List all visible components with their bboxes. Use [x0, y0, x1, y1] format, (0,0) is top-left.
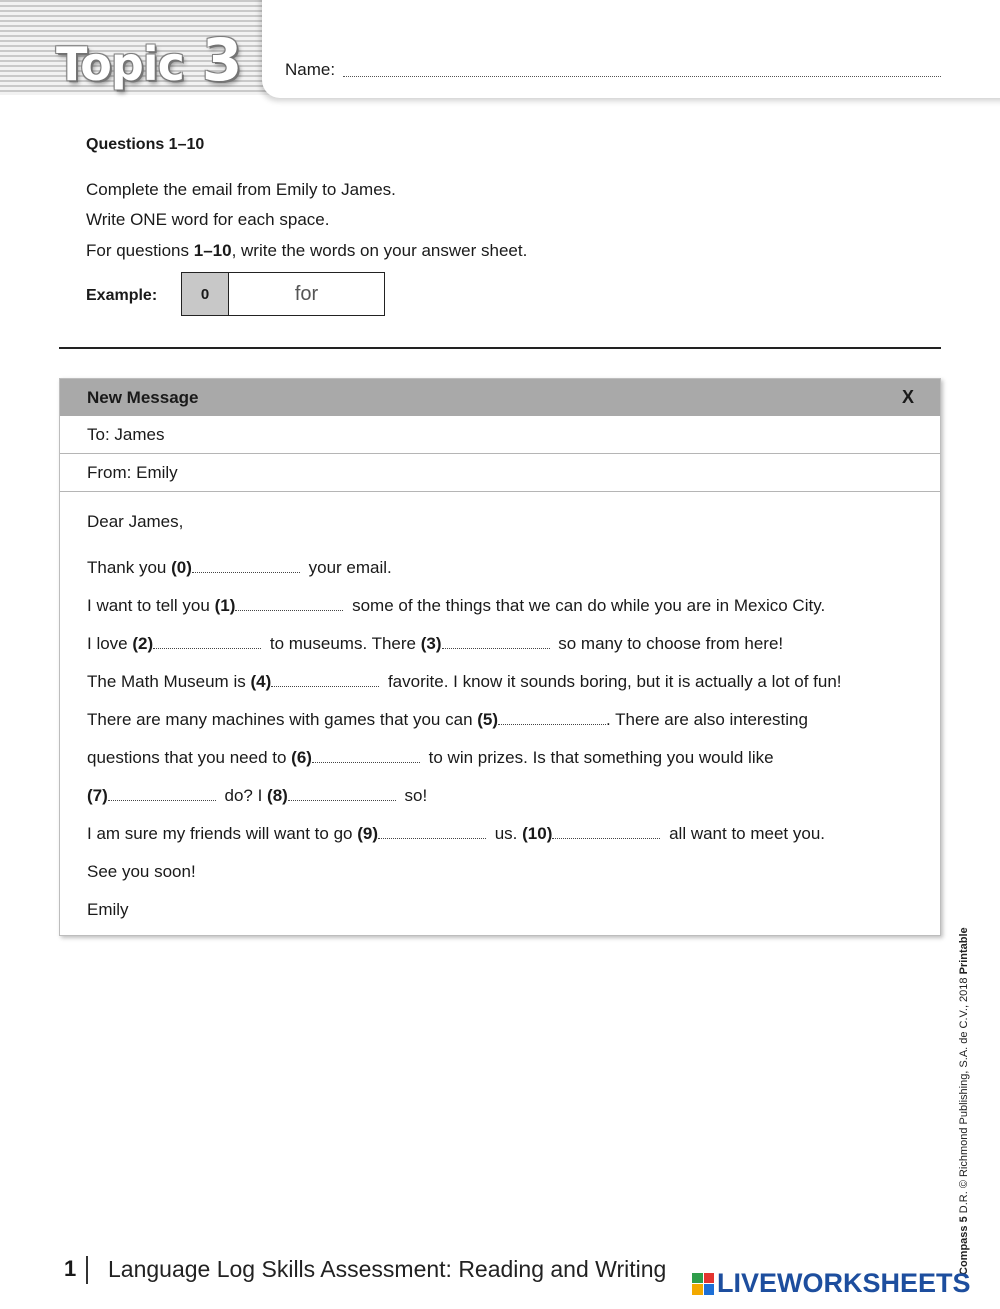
email-line-7: (7) do? I (8) so! — [87, 786, 428, 805]
email-titlebar — [60, 379, 940, 416]
topic-word: Topic — [56, 37, 184, 91]
email-line-6: questions that you need to (6) to win prizes. Is that something you would like — [87, 748, 774, 767]
email-line-1: Thank you (0) your email. — [87, 558, 392, 577]
name-input[interactable] — [343, 76, 941, 77]
email-line-5: There are many machines with games that you can (5) . There are also interesting — [87, 710, 808, 729]
answer-blank-1[interactable] — [235, 610, 343, 611]
answer-blank-10[interactable] — [552, 838, 660, 839]
logo-text: LIVEWORKSHEETS — [717, 1268, 971, 1298]
answer-blank-8[interactable] — [288, 800, 396, 801]
instruction-line-3: For questions 1–10, write the words on your answer sheet. — [86, 241, 528, 260]
answer-blank-0 — [192, 572, 300, 573]
example-answer: for — [294, 282, 319, 305]
answer-blank-2[interactable] — [153, 648, 261, 649]
email-line-4: The Math Museum is (4) favorite. I know it sounds boring, but it is actually a lot of fun! — [87, 672, 842, 691]
instruction-line-2: Write ONE word for each space. — [86, 210, 330, 229]
email-line-2: I want to tell you (1) some of the things that we can do while you are in Mexico City. — [87, 596, 826, 615]
topic-number: 3 — [201, 26, 243, 94]
answer-blank-3[interactable] — [442, 648, 550, 649]
example-number: 0 — [182, 273, 229, 315]
email-from: From: Emily — [60, 454, 940, 492]
example-box — [181, 272, 385, 316]
email-greeting: Dear James, — [87, 512, 184, 531]
questions-heading: Questions 1–10 — [86, 136, 205, 153]
email-window — [59, 378, 941, 936]
answer-blank-4[interactable] — [271, 686, 379, 687]
divider — [59, 347, 941, 349]
answer-blank-5[interactable] — [498, 724, 606, 725]
liveworksheets-logo[interactable] — [692, 1268, 971, 1299]
answer-blank-7[interactable] — [108, 800, 216, 801]
close-icon[interactable]: X — [901, 387, 914, 407]
liveworksheets-logo-icon — [692, 1273, 714, 1295]
copyright-notice: Compass 5 D.R. © Richmond Publishing, S.A. de C.V., 2018 Printable — [958, 927, 970, 1275]
footer-separator — [86, 1256, 88, 1284]
email-line-8: I am sure my friends will want to go (9) us. (10) all want to meet you. — [87, 824, 825, 843]
example-label: Example: — [86, 287, 158, 304]
email-closing: See you soon! — [87, 862, 196, 881]
page-number: 1 — [64, 1256, 77, 1281]
name-card — [262, 0, 1000, 98]
email-to: To: James — [60, 416, 940, 454]
name-label: Name: — [285, 60, 336, 79]
email-signature: Emily — [87, 900, 129, 919]
answer-blank-6[interactable] — [312, 762, 420, 763]
answer-blank-9[interactable] — [378, 838, 486, 839]
email-window-title: New Message — [87, 387, 199, 407]
topic-title — [56, 26, 242, 96]
footer-title: Language Log Skills Assessment: Reading and Writing — [108, 1256, 667, 1282]
instruction-line-1: Complete the email from Emily to James. — [86, 180, 396, 199]
email-line-3: I love (2) to museums. There (3) so many to choose from here! — [87, 634, 784, 653]
